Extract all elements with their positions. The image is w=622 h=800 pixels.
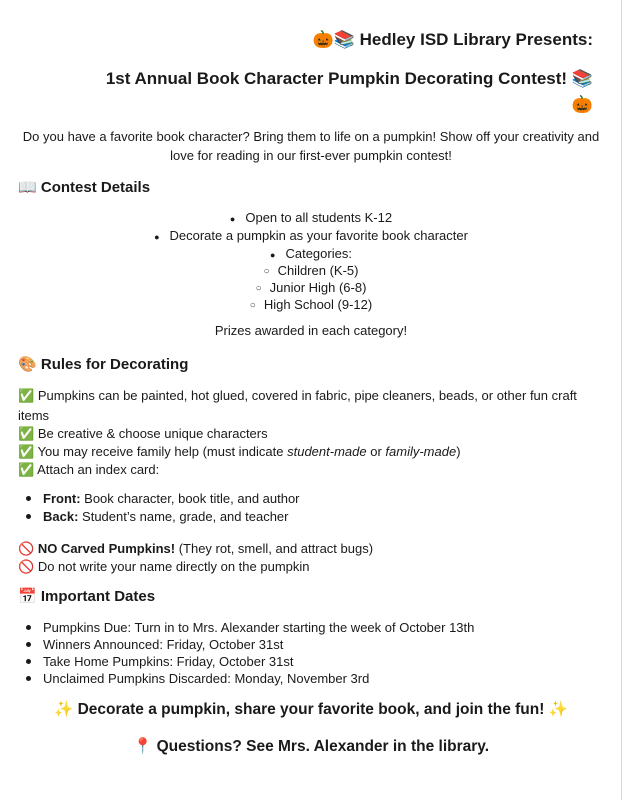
pin-icon: 📍	[132, 737, 153, 755]
bullet-icon	[26, 676, 31, 681]
rule-item: ✅ Be creative & choose unique characters	[18, 426, 268, 442]
closing-line: ✨ Decorate a pumpkin, share your favorite book, and join the fun! ✨	[53, 700, 569, 718]
rule-item: ✅ You may receive family help (must indicate student-made or family-made)	[18, 444, 461, 460]
prohibited-icon: 🚫	[18, 560, 35, 575]
questions-line: 📍 Questions? See Mrs. Alexander in the library.	[132, 737, 490, 755]
check-icon: ✅	[18, 445, 35, 460]
bullet-icon: ●	[270, 249, 276, 260]
contest-details-heading	[18, 178, 150, 196]
palette-icon: 🎨	[18, 355, 37, 373]
bullet-icon	[26, 659, 31, 664]
rule-item: ✅ Pumpkins can be painted, hot glued, covered in fabric, pipe cleaners, beads, or other fun craft items	[18, 388, 577, 423]
circle-bullet-icon: ○	[255, 283, 262, 295]
sparkles-icon: ✨	[548, 700, 569, 718]
date-item: Take Home Pumpkins: Friday, October 31st	[26, 654, 293, 669]
sparkles-icon: ✨	[53, 700, 74, 718]
bullet-icon: ●	[154, 231, 160, 242]
calendar-icon: 📅	[18, 587, 37, 605]
circle-bullet-icon: ○	[249, 300, 256, 312]
subtitle-text: 1st Annual Book Character Pumpkin Decorating Contest!	[105, 69, 568, 88]
no-name-note: 🚫 Do not write your name directly on the pumpkin	[18, 559, 310, 575]
heading-text: Important Dates	[40, 588, 156, 605]
rule-item: ✅ Attach an index card:	[18, 462, 160, 478]
no-carved-note: 🚫 NO Carved Pumpkins! (They rot, smell, and attract bugs)	[18, 541, 374, 557]
circle-bullet-icon: ○	[263, 266, 270, 278]
index-card-front: Front: Book character, book title, and author	[26, 491, 300, 506]
pumpkin-icon: 🎃	[571, 95, 593, 115]
bullet-icon	[26, 514, 31, 519]
check-icon: ✅	[18, 427, 35, 442]
open-book-icon: 📖	[18, 178, 37, 196]
heading-text: Contest Details	[40, 179, 151, 196]
books-icon: 📚	[571, 69, 593, 89]
bullet-icon	[26, 642, 31, 647]
bullet-icon: ●	[229, 213, 236, 224]
bullet-icon	[26, 625, 31, 630]
date-item: Winners Announced: Friday, October 31st	[26, 637, 283, 652]
intro-paragraph: Do you have a favorite book character? Bring them to life on a pumpkin! Show off your creativity and love for reading in our first-ever pumpkin contest!	[22, 129, 600, 163]
list-item: ● Open to all students K-12	[229, 210, 393, 225]
category-item: ○ High School (9-12)	[249, 297, 373, 312]
date-item: Pumpkins Due: Turn in to Mrs. Alexander starting the week of October 13th	[26, 620, 474, 635]
check-icon: ✅	[18, 389, 35, 404]
pumpkin-icon: 🎃	[312, 30, 334, 50]
list-item: ● Categories:	[270, 246, 352, 261]
rules-heading	[18, 355, 188, 373]
check-icon: ✅	[18, 463, 35, 478]
index-card-back: Back: Student’s name, grade, and teacher	[26, 509, 289, 524]
prizes-note: Prizes awarded in each category!	[214, 323, 408, 338]
flyer-title	[313, 30, 593, 50]
flyer-subtitle	[23, 66, 593, 118]
date-item: Unclaimed Pumpkins Discarded: Monday, November 3rd	[26, 671, 369, 686]
category-item: ○ Children (K-5)	[263, 263, 359, 278]
title-text: Hedley ISD Library Presents:	[359, 30, 593, 49]
important-dates-heading	[18, 587, 155, 605]
category-item: ○ Junior High (6-8)	[255, 280, 367, 295]
list-item: ● Decorate a pumpkin as your favorite book character	[154, 228, 468, 243]
books-icon: 📚	[333, 30, 355, 50]
heading-text: Rules for Decorating	[40, 356, 189, 373]
prohibited-icon: 🚫	[18, 542, 35, 557]
bullet-icon	[26, 496, 31, 501]
